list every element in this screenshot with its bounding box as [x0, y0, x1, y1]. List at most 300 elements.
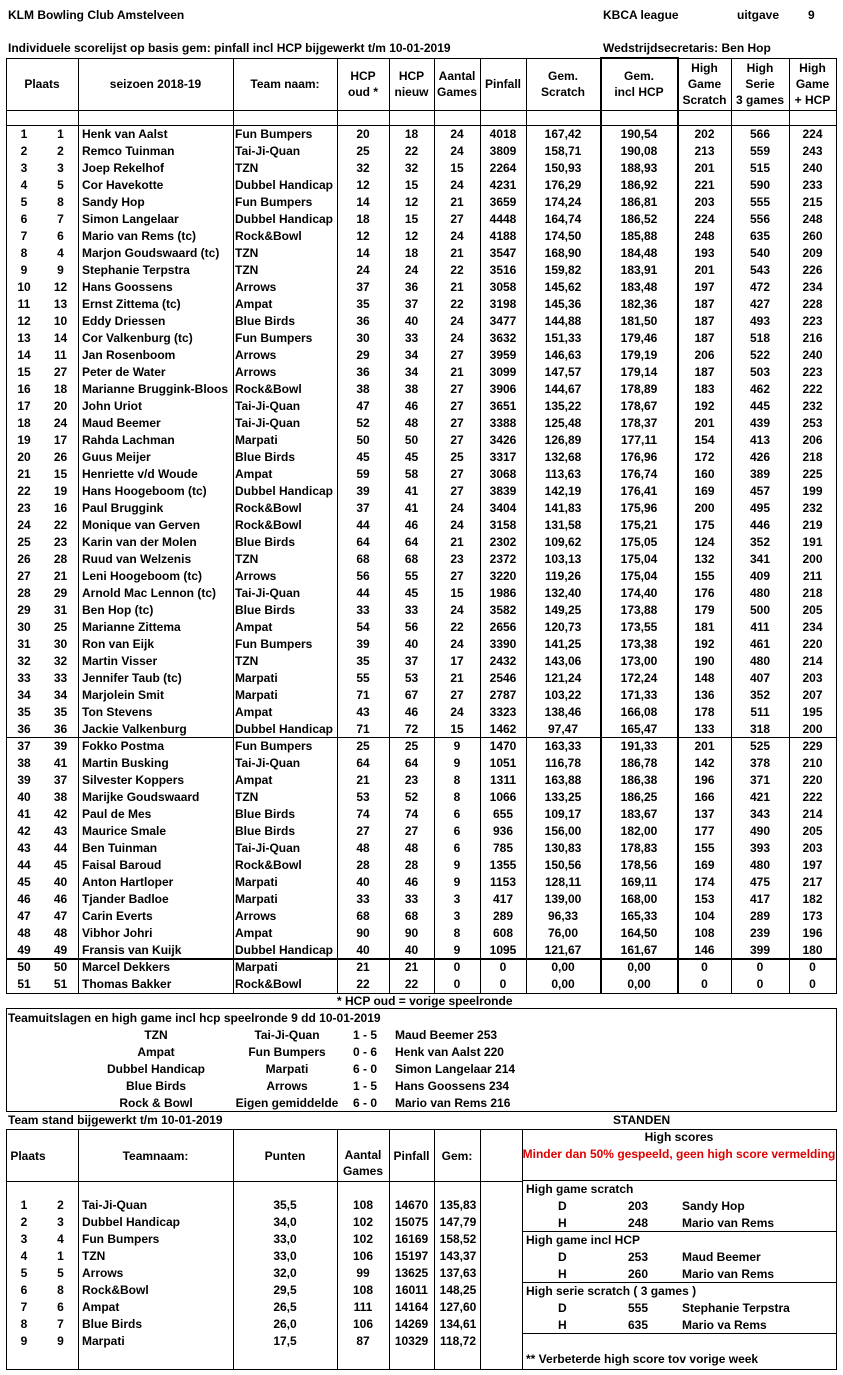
rank: 19	[17, 433, 31, 447]
high-game-hcp: 180	[802, 943, 823, 957]
high-game-hcp: 222	[802, 382, 823, 396]
table-row	[0, 874, 843, 891]
high-score-player: Sandy Hop	[682, 1199, 745, 1213]
high-game-hcp: 196	[802, 926, 823, 940]
hcp-old: 18	[356, 212, 370, 226]
games-count: 6	[453, 841, 461, 855]
avg-scratch: 150,56	[544, 858, 582, 872]
hcp-new: 74	[404, 807, 419, 821]
table-row	[0, 908, 843, 925]
pinfall: 0	[499, 960, 507, 974]
column-header: HCP nieuw	[394, 69, 429, 99]
hcp-new: 22	[404, 144, 419, 158]
previous-rank: 34	[53, 688, 68, 702]
team-standing-title: Team stand bijgewerkt t/m 10-01-2019	[8, 1113, 223, 1127]
avg-scratch: 144,88	[544, 314, 582, 328]
avg-incl-hcp: 174,40	[620, 586, 658, 600]
games-count: 21	[450, 246, 464, 260]
games-count: 108	[352, 1198, 374, 1212]
rank: 43	[17, 841, 31, 855]
hcp-old: 43	[356, 705, 370, 719]
high-series: 493	[749, 314, 771, 328]
hcp-new: 46	[404, 518, 419, 532]
player-name: Ernst Zittema (tc)	[82, 297, 181, 311]
player-name: Joep Rekelhof	[82, 161, 165, 175]
rank: 4	[20, 178, 28, 192]
previous-rank: 13	[53, 297, 68, 311]
column-header: Pinfall	[393, 1149, 430, 1163]
avg-scratch: 145,36	[544, 297, 582, 311]
high-game: Henk van Aalst 220	[395, 1045, 504, 1059]
avg-scratch: 126,89	[544, 433, 582, 447]
hcp-old: 22	[356, 977, 370, 991]
previous-rank: 16	[53, 501, 68, 515]
avg-scratch: 119,26	[544, 569, 582, 583]
hcp-new: 56	[404, 620, 419, 634]
previous-rank: 49	[53, 943, 68, 957]
avg-incl-hcp: 186,78	[620, 756, 658, 770]
hcp-new: 90	[404, 926, 419, 940]
rank: 47	[17, 909, 31, 923]
previous-rank: 4	[57, 246, 64, 260]
avg-scratch: 138,46	[544, 705, 582, 719]
pinfall: 16011	[395, 1283, 428, 1297]
column-header: Plaats	[10, 1149, 46, 1163]
high-game-scratch: 192	[694, 637, 715, 651]
high-game-hcp: 203	[802, 671, 823, 685]
high-series: 239	[749, 926, 771, 940]
match-score: 1 - 5	[352, 1079, 377, 1093]
high-series: 413	[749, 433, 771, 447]
avg-scratch: 163,88	[544, 773, 582, 787]
high-game-scratch: 190	[694, 654, 715, 668]
games-count: 24	[450, 705, 464, 719]
previous-rank: 11	[54, 348, 67, 362]
previous-rank: 47	[53, 909, 68, 923]
player-name: Eddy Driessen	[82, 314, 166, 328]
team-name: Arrows	[235, 569, 277, 583]
high-series: 289	[749, 909, 771, 923]
high-series: 461	[749, 637, 771, 651]
previous-rank: 32	[53, 654, 68, 668]
high-score-group-title: High serie scratch ( 3 games )	[526, 1284, 697, 1298]
high-game-scratch: 187	[694, 314, 715, 328]
team-name: Dubbel Handicap	[235, 212, 334, 226]
high-game-hcp: 197	[802, 858, 823, 872]
games-count: 24	[450, 144, 464, 158]
hcp-old: 52	[356, 416, 370, 430]
team-name: Dubbel Handicap	[82, 1215, 181, 1229]
hcp-old: 20	[356, 127, 370, 141]
header-divider	[6, 1181, 522, 1182]
previous-rank: 3	[57, 161, 64, 175]
rank: 35	[17, 705, 31, 719]
away-team: Marpati	[265, 1062, 309, 1076]
team-name: Blue Birds	[235, 314, 296, 328]
avg-scratch: 139,00	[544, 892, 582, 906]
high-score-player: Stephanie Terpstra	[682, 1301, 790, 1315]
edition-label: uitgave	[737, 8, 780, 22]
column-header: Gem. Scratch	[540, 69, 586, 99]
high-series: 472	[749, 280, 771, 294]
high-game-scratch: 187	[694, 297, 715, 311]
high-game-scratch: 201	[694, 161, 715, 175]
hcp-new: 33	[404, 892, 419, 906]
column-header: Aantal Games	[436, 69, 478, 99]
high-game-hcp: 214	[802, 654, 823, 668]
pinfall: 1095	[489, 943, 517, 957]
high-game-hcp: 240	[802, 161, 823, 175]
hcp-old: 39	[356, 484, 370, 498]
hcp-old: 12	[356, 229, 370, 243]
team-name: Rock&Bowl	[82, 1283, 149, 1297]
high-game-scratch: 124	[694, 535, 715, 549]
rank: 50	[17, 960, 31, 974]
pinfall: 2264	[489, 161, 517, 175]
rank: 20	[17, 450, 31, 464]
column-header: Punten	[264, 1149, 306, 1163]
rank: 41	[17, 807, 31, 821]
player-name: Marianne Zittema	[82, 620, 181, 634]
avg-scratch: 0,00	[551, 977, 575, 991]
rank: 29	[17, 603, 31, 617]
previous-rank: 48	[53, 926, 68, 940]
high-game-scratch: 201	[694, 739, 715, 753]
previous-rank: 4	[57, 1232, 64, 1246]
high-score-value: 635	[628, 1318, 649, 1332]
high-game-scratch: 201	[694, 416, 715, 430]
table-row	[0, 228, 843, 245]
games-count: 9	[453, 756, 461, 770]
high-game-hcp: 195	[802, 705, 823, 719]
high-game-hcp: 234	[802, 620, 823, 634]
high-game-hcp: 253	[802, 416, 823, 430]
avg-incl-hcp: 171,33	[620, 688, 658, 702]
avg-incl-hcp: 182,00	[620, 824, 658, 838]
high-game-hcp: 229	[802, 739, 823, 753]
avg-incl-hcp: 183,67	[620, 807, 658, 821]
points: 33,0	[273, 1249, 297, 1263]
high-series: 590	[749, 178, 771, 192]
hcp-old: 48	[356, 841, 370, 855]
avg-incl-hcp: 186,52	[620, 212, 658, 226]
hcp-new: 41	[404, 484, 419, 498]
avg-incl-hcp: 182,36	[620, 297, 658, 311]
hcp-old: 59	[356, 467, 370, 481]
player-name: Ton Stevens	[82, 705, 153, 719]
hcp-new: 68	[404, 552, 419, 566]
hcp-new: 52	[404, 790, 419, 804]
rank: 44	[17, 858, 31, 872]
team-name: Tai-Ji-Quan	[235, 399, 301, 413]
high-game-scratch: 169	[694, 858, 715, 872]
games-count: 21	[450, 535, 464, 549]
high-series: 352	[749, 535, 771, 549]
average: 118,72	[439, 1334, 477, 1348]
previous-rank: 8	[57, 195, 64, 209]
pinfall: 785	[492, 841, 514, 855]
table-row	[0, 653, 843, 670]
avg-scratch: 131,58	[544, 518, 582, 532]
rank: 8	[20, 1317, 28, 1331]
previous-rank: 35	[53, 705, 68, 719]
team-results-title: Teamuitslagen en high game incl hcp speelronde 9 dd 10-01-2019	[8, 1011, 381, 1025]
high-game-hcp: 214	[802, 807, 823, 821]
table-row	[0, 823, 843, 840]
high-series: 409	[749, 569, 771, 583]
previous-rank: 1	[57, 1249, 64, 1263]
hcp-new: 37	[404, 297, 419, 311]
games-count: 108	[352, 1283, 374, 1297]
high-series: 445	[749, 399, 771, 413]
table-row	[0, 602, 843, 619]
home-team: Dubbel Handicap	[106, 1062, 205, 1076]
table-row	[0, 160, 843, 177]
table-row	[0, 398, 843, 415]
hcp-new: 64	[404, 535, 419, 549]
rank: 5	[20, 1266, 28, 1280]
hcp-new: 48	[404, 416, 419, 430]
table-row	[0, 585, 843, 602]
average: 137,63	[439, 1266, 477, 1280]
games-count: 9	[453, 943, 461, 957]
high-series: 378	[749, 756, 771, 770]
team-name: Tai-Ji-Quan	[235, 144, 301, 158]
player-name: Marijke Goudswaard	[82, 790, 200, 804]
games-count: 22	[450, 263, 464, 277]
hcp-new: 12	[404, 195, 419, 209]
table-row	[0, 177, 843, 194]
hcp-old: 56	[356, 569, 370, 583]
average: 147,79	[439, 1215, 477, 1229]
hcp-old: 47	[356, 399, 370, 413]
player-name: Henriette v/d Woude	[82, 467, 198, 481]
avg-scratch: 132,68	[544, 450, 582, 464]
hcp-old: 71	[356, 722, 370, 736]
hcp-new: 45	[404, 450, 419, 464]
high-score-type: H	[558, 1216, 567, 1230]
column-header: High Game Scratch	[682, 61, 727, 107]
games-count: 23	[450, 552, 464, 566]
games-count: 99	[356, 1266, 370, 1280]
avg-scratch: 151,33	[544, 331, 582, 345]
avg-incl-hcp: 166,08	[620, 705, 658, 719]
avg-scratch: 146,63	[544, 348, 582, 362]
match-score: 6 - 0	[352, 1062, 377, 1076]
rank: 7	[20, 1300, 28, 1314]
high-series: 411	[750, 620, 770, 634]
previous-rank: 31	[53, 603, 68, 617]
team-name: Arrows	[235, 348, 277, 362]
avg-incl-hcp: 0,00	[627, 977, 651, 991]
high-game-scratch: 136	[694, 688, 715, 702]
high-game-hcp: 218	[802, 586, 823, 600]
games-count: 8	[453, 926, 461, 940]
games-count: 27	[450, 433, 464, 447]
avg-scratch: 76,00	[547, 926, 579, 940]
high-score-player: Maud Beemer	[682, 1250, 761, 1264]
high-game-scratch: 187	[694, 365, 715, 379]
hcp-old: 44	[356, 586, 370, 600]
column-header: Pinfall	[484, 77, 521, 91]
previous-rank: 42	[53, 807, 68, 821]
home-team: Rock & Bowl	[119, 1096, 193, 1110]
games-count: 102	[352, 1232, 374, 1246]
previous-rank: 26	[53, 450, 68, 464]
avg-incl-hcp: 179,46	[620, 331, 658, 345]
player-name: Simon Langelaar	[82, 212, 179, 226]
high-game-scratch: 108	[694, 926, 715, 940]
games-count: 0	[453, 977, 461, 991]
pinfall: 4231	[489, 178, 517, 192]
high-game-scratch: 181	[694, 620, 715, 634]
high-game-scratch: 142	[694, 756, 715, 770]
table-row	[0, 636, 843, 653]
table-row	[0, 449, 843, 466]
column-header: seizoen 2018-19	[109, 77, 202, 91]
avg-scratch: 133,25	[544, 790, 582, 804]
away-team: Arrows	[266, 1079, 308, 1093]
standings-title: STANDEN	[613, 1113, 671, 1127]
avg-incl-hcp: 178,83	[620, 841, 658, 855]
avg-incl-hcp: 186,92	[620, 178, 658, 192]
pinfall: 3390	[489, 637, 517, 651]
high-series: 341	[749, 552, 771, 566]
table-row	[0, 772, 843, 789]
rank: 18	[17, 416, 31, 430]
high-score-group-title: High game incl HCP	[526, 1233, 641, 1247]
high-game-scratch: 248	[694, 229, 715, 243]
team-name: TZN	[235, 263, 259, 277]
pinfall: 14670	[394, 1198, 429, 1212]
high-game-hcp: 234	[802, 280, 823, 294]
away-team: Eigen gemiddelde	[235, 1096, 339, 1110]
games-count: 6	[453, 824, 461, 838]
previous-rank: 2	[57, 1198, 64, 1212]
high-score-value: 260	[628, 1267, 649, 1281]
high-game-hcp: 0	[809, 977, 816, 991]
high-game-hcp: 210	[802, 756, 823, 770]
high-game-scratch: 174	[694, 875, 715, 889]
team-name: Arrows	[235, 365, 277, 379]
rank: 40	[17, 790, 31, 804]
rank: 37	[17, 739, 31, 753]
team-name: Tai-Ji-Quan	[235, 756, 301, 770]
team-name: Ampat	[82, 1300, 120, 1314]
table-row	[0, 721, 843, 738]
player-name: Remco Tuinman	[82, 144, 175, 158]
hcp-new: 34	[404, 365, 419, 379]
hcp-new: 25	[404, 739, 419, 753]
previous-rank: 25	[53, 620, 68, 634]
column-header: HCP oud *	[348, 69, 378, 99]
table-row	[0, 891, 843, 908]
high-series: 543	[749, 263, 771, 277]
hcp-new: 33	[404, 331, 419, 345]
player-name: Marianne Bruggink-Bloos	[82, 382, 229, 396]
edition-number: 9	[808, 8, 815, 22]
games-count: 27	[450, 467, 464, 481]
games-count: 87	[356, 1334, 370, 1348]
previous-rank: 21	[53, 569, 68, 583]
hcp-old: 45	[356, 450, 370, 464]
rank: 10	[17, 280, 31, 294]
high-game-scratch: 203	[694, 195, 715, 209]
high-game-scratch: 154	[694, 433, 715, 447]
high-scores-subtitle: High scores	[644, 1130, 714, 1144]
pinfall: 3317	[489, 450, 517, 464]
table-row	[0, 432, 843, 449]
avg-incl-hcp: 178,89	[620, 382, 658, 396]
table-row	[0, 262, 843, 279]
high-game-hcp: 228	[802, 297, 823, 311]
previous-rank: 29	[53, 586, 68, 600]
high-game-scratch: 176	[694, 586, 715, 600]
home-team: Blue Birds	[125, 1079, 186, 1093]
hcp-old: 32	[356, 161, 370, 175]
avg-scratch: 132,40	[544, 586, 582, 600]
hcp-new: 41	[404, 501, 419, 515]
table-row	[0, 738, 843, 755]
avg-incl-hcp: 175,21	[620, 518, 658, 532]
high-game-hcp: 215	[802, 195, 823, 209]
table-row	[0, 1282, 843, 1299]
games-count: 24	[450, 229, 464, 243]
avg-incl-hcp: 179,14	[620, 365, 658, 379]
games-count: 17	[450, 654, 464, 668]
hcp-old: 68	[356, 909, 370, 923]
player-name: Martin Busking	[82, 756, 169, 770]
previous-rank: 9	[57, 263, 64, 277]
high-score-player: Mario van Rems	[682, 1216, 775, 1230]
hcp-new: 64	[404, 756, 419, 770]
high-game-hcp: 0	[809, 960, 816, 974]
avg-incl-hcp: 0,00	[627, 960, 651, 974]
team-name: Marpati	[235, 892, 278, 906]
hcp-old: 33	[356, 603, 370, 617]
previous-rank: 20	[53, 399, 68, 413]
team-name: Dubbel Handicap	[235, 943, 334, 957]
high-series: 426	[749, 450, 771, 464]
games-count: 22	[450, 297, 464, 311]
avg-scratch: 145,62	[544, 280, 582, 294]
avg-incl-hcp: 186,81	[620, 195, 658, 209]
points: 26,0	[273, 1317, 297, 1331]
rank: 13	[17, 331, 31, 345]
pinfall: 2432	[489, 654, 517, 668]
hcp-new: 38	[404, 382, 419, 396]
hcp-old: 29	[356, 348, 370, 362]
rank: 1	[20, 127, 28, 141]
pinfall: 1051	[489, 756, 517, 770]
hcp-old: 28	[356, 858, 370, 872]
pinfall: 3632	[489, 331, 517, 345]
player-name: Cor Valkenburg (tc)	[82, 331, 193, 345]
table-row	[0, 415, 843, 432]
player-name: Maud Beemer	[82, 416, 161, 430]
hcp-new: 12	[404, 229, 419, 243]
hcp-old: 35	[356, 654, 370, 668]
high-game-hcp: 243	[802, 144, 823, 158]
player-name: Ron van Eijk	[82, 637, 155, 651]
table-row	[0, 313, 843, 330]
team-name: TZN	[235, 790, 259, 804]
high-game-hcp: 218	[802, 450, 823, 464]
high-series: 480	[749, 858, 771, 872]
rank: 26	[17, 552, 31, 566]
table-row	[0, 704, 843, 721]
previous-rank: 5	[57, 178, 64, 192]
